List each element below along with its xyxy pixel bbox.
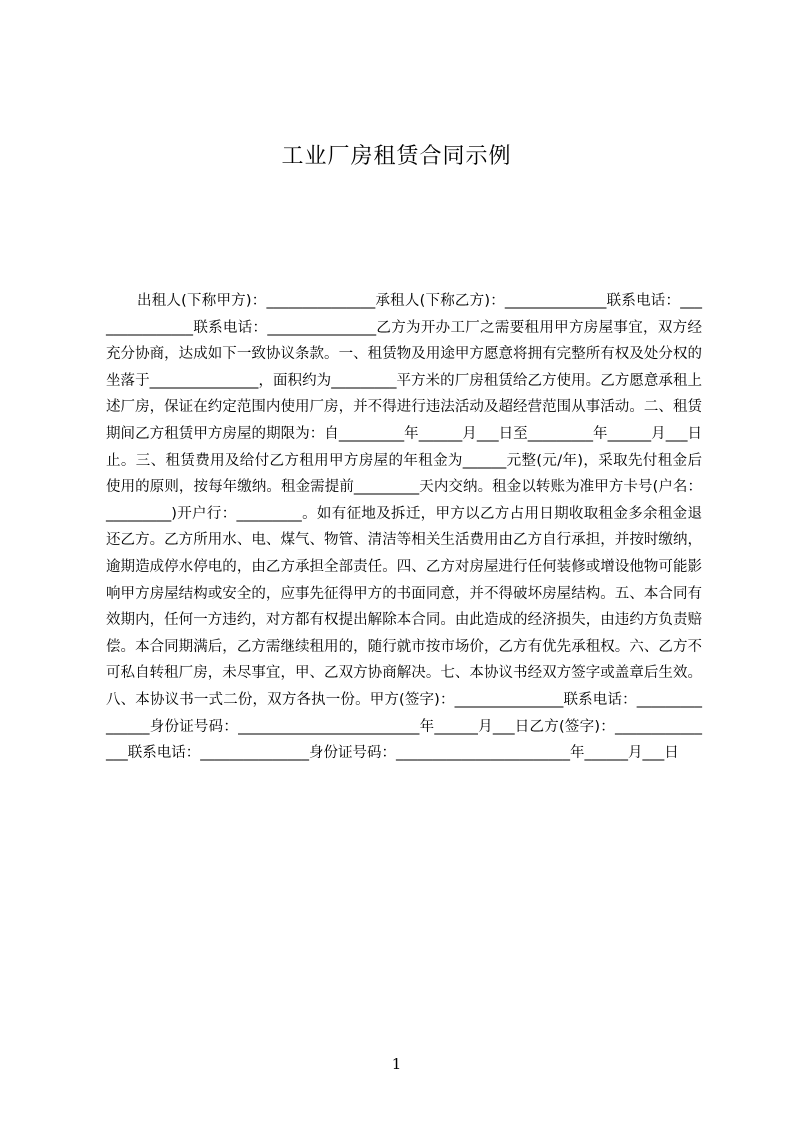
page-number: 1 (391, 1055, 402, 1073)
document-title: 工业厂房租赁合同示例 (281, 144, 512, 169)
contract-body-paragraph: 出租人(下称甲方)：_______________承租人(下称乙方)：______________联系电话：_______________联系电话：_______________乙方为开办工厂之需要租用甲方房屋事宜，双方经充分协商，达成如下一致协议条款。一、租赁物及用途甲方愿意将拥有完整所有权及处分权的坐落于_______________，面积约为_________平方米的厂房租赁给乙方使用。乙方愿意承租上述厂房，保证在约定范围内使用厂房，并不得进行违法活动及超经营范围从事活动。二、租赁期间乙方租赁甲方房屋的期限为：自_________年______月___日至_________年______月___日止。三、租赁费用及给付乙方租用甲方房屋的年租金为______元整(元/年)，采取先付租金后使用的原则，按每年缴纳。租金需提前_________天内交纳。租金以转账为准甲方卡号(户名：_________)开户行：_________。如有征地及拆迁，甲方以乙方占用日期收取租金多余租金退还乙方。乙方所用水、电、煤气、物管、清洁等相关生活费用由乙方自行承担，并按时缴纳，逾期造成停水停电的，由乙方承担全部责任。四、乙方对房屋进行任何装修或增设他物可能影响甲方房屋结构或安全的，应事先征得甲方的书面同意，并不得破坏房屋结构。五、本合同有效期内，任何一方违约，对方都有权提出解除本合同。由此造成的经济损失，由违约方负责赔偿。本合同期满后，乙方需继续租用的，随行就市按市场价，乙方有优先承租权。六、乙方不可私自转租厂房，未尽事宜，甲、乙双方协商解决。七、本协议书经双方签字或盖章后生效。八、本协议书一式二份，双方各执一份。甲方(签字)：_______________联系电话：_______________身份证号码：_________________________年______月___日乙方(签字)：_______________联系电话：_______________身份证号码：________________________年______月___日 (106, 293, 702, 762)
